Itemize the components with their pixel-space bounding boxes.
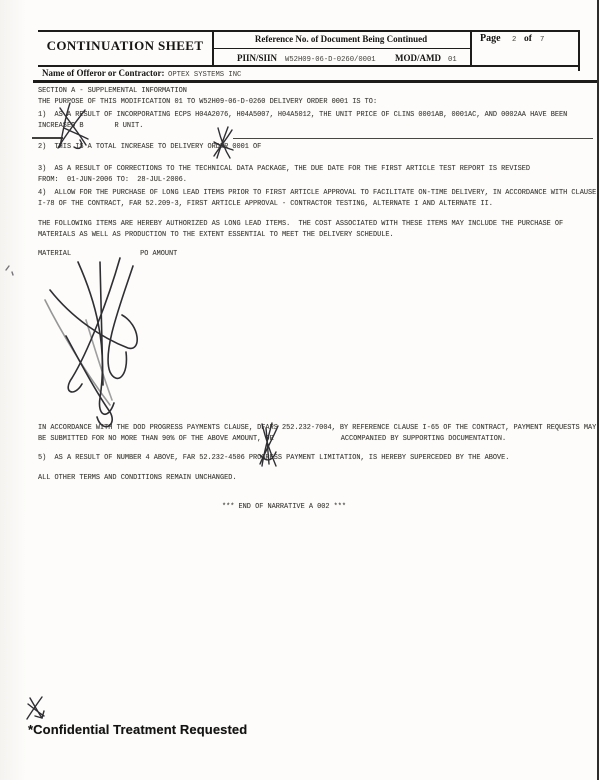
piin-value: W52H09-06-D-0260/0001 bbox=[285, 56, 376, 64]
item-4-paragraph bbox=[38, 188, 596, 209]
long-lead-line-2: MATERIALS AS WELL AS PRODUCTION TO THE EXTENT ESSENTIAL TO MEET THE DELIVERY SCHEDULE. bbox=[38, 230, 394, 239]
header-mid-rule bbox=[212, 48, 470, 49]
long-strike-line bbox=[233, 138, 593, 139]
progress-line-2-right: ACCOMPANIED BY SUPPORTING DOCUMENTATION. bbox=[340, 434, 507, 443]
progress-payments-paragraph bbox=[38, 423, 596, 444]
scan-page-edge bbox=[597, 0, 599, 780]
unchanged-paragraph bbox=[38, 473, 236, 484]
end-narrative-line: *** END OF NARRATIVE A 002 *** bbox=[222, 503, 347, 511]
item-4-line-2: I-78 OF THE CONTRACT, FAR 52.209-3, FIRST ARTICLE APPROVAL - CONTRACTOR TESTING, ALTERNATE I AND ALTERNATE II. bbox=[38, 199, 493, 208]
end-of-narrative bbox=[222, 502, 346, 513]
reference-label: Reference No. of Document Being Continued bbox=[254, 34, 428, 44]
item-1-line-2-left: INCREASED B bbox=[38, 121, 84, 130]
progress-line-1: IN ACCORDANCE WITH THE DOD PROGRESS PAYMENTS CLAUSE, DFARS 252.232-7004, BY REFERENCE CLAUSE I-65 OF THE CONTRACT, PAYMENT REQUESTS MAY bbox=[38, 424, 597, 432]
po-amount-label: PO AMOUNT bbox=[140, 250, 178, 258]
mod-amd-value: 01 bbox=[448, 56, 457, 64]
item-3-paragraph bbox=[38, 164, 530, 185]
header-divider-right bbox=[470, 30, 472, 66]
piin-label: PIIN/SIIN bbox=[237, 53, 278, 63]
material-po-line bbox=[38, 249, 177, 260]
materials-scribble-icon bbox=[45, 258, 137, 427]
item-1-line-2 bbox=[38, 121, 567, 132]
material-header-row bbox=[38, 249, 177, 260]
bottom-x-mark-icon bbox=[27, 697, 44, 719]
offeror-value: OPTEX SYSTEMS INC bbox=[168, 71, 242, 79]
confidential-stamp: *Confidential Treatment Requested bbox=[28, 722, 248, 737]
item-1-line-1: 1) AS A RESULT OF INCORPORATING ECPS H04A2076, H04A5007, H04A5012, THE UNIT PRICE OF CLINS 0001AB, 0001AC, AND 0002AA HAVE BEEN bbox=[38, 111, 568, 119]
mod-amd-label: MOD/AMD bbox=[395, 53, 441, 63]
margin-stray-marks bbox=[6, 266, 13, 275]
progress-line-2 bbox=[38, 434, 596, 445]
progress-line-2-left: BE SUBMITTED FOR NO MORE THAN 90% OF THE ABOVE AMOUNT, OR bbox=[38, 434, 274, 443]
unchanged-line: ALL OTHER TERMS AND CONDITIONS REMAIN UNCHANGED. bbox=[38, 474, 237, 482]
item-5-paragraph bbox=[38, 453, 509, 464]
item-1-line-2-right: R UNIT. bbox=[114, 121, 144, 130]
item-3-line-2: FROM: 01-JUN-2006 TO: 28-JUL-2006. bbox=[38, 175, 187, 184]
offeror-label: Name of Offeror or Contractor: bbox=[42, 68, 165, 78]
header-bottom-rule bbox=[38, 65, 578, 67]
item-4-line-1: 4) ALLOW FOR THE PURCHASE OF LONG LEAD ITEMS PRIOR TO FIRST ARTICLE APPROVAL TO FACILITATE ON-TIME DELIVERY, IN ACCORDANCE WITH CLAUSE bbox=[38, 189, 597, 197]
page-number: 2 bbox=[512, 36, 517, 44]
section-paragraph bbox=[38, 86, 377, 107]
long-lead-paragraph bbox=[38, 219, 563, 240]
page-total: 7 bbox=[540, 36, 545, 44]
item-5-line: 5) AS A RESULT OF NUMBER 4 ABOVE, FAR 52.232-4506 PROGRESS PAYMENT LIMITATION, IS HEREBY SUPERCEDED BY THE ABOVE. bbox=[38, 454, 510, 462]
section-line: SECTION A - SUPPLEMENTAL INFORMATION bbox=[38, 87, 187, 95]
offeror-bottom-rule bbox=[33, 80, 597, 83]
purpose-line: THE PURPOSE OF THIS MODIFICATION 01 TO W52H09-06-D-0260 DELIVERY ORDER 0001 IS TO: bbox=[38, 97, 378, 106]
form-title: CONTINUATION SHEET bbox=[46, 38, 204, 53]
item-2-line: 2) THIS IS A TOTAL INCREASE TO DELIVERY ORDER 0001 OF bbox=[38, 143, 262, 151]
page-of-label: of bbox=[524, 34, 532, 44]
material-label: MATERIAL bbox=[38, 250, 72, 258]
item-1-paragraph bbox=[38, 110, 567, 131]
page-label: Page bbox=[480, 33, 501, 44]
header-top-rule bbox=[38, 30, 578, 32]
short-strike-line bbox=[32, 137, 63, 139]
long-lead-line-1: THE FOLLOWING ITEMS ARE HEREBY AUTHORIZED AS LONG LEAD ITEMS. THE COST ASSOCIATED WITH THESE ITEMS MAY INCLUDE THE PURCHASE OF bbox=[38, 220, 564, 228]
item-2-paragraph bbox=[38, 142, 261, 153]
header-outer-right bbox=[578, 30, 580, 71]
item-3-line-1: 3) AS A RESULT OF CORRECTIONS TO THE TECHNICAL DATA PACKAGE, THE DUE DATE FOR THE FIRST ARTICLE TEST REPORT IS REVISED bbox=[38, 165, 531, 173]
